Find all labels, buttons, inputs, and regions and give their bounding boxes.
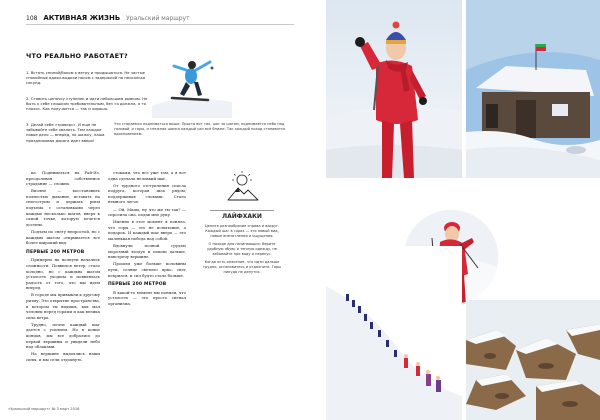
hikers-slope-photo bbox=[326, 246, 462, 420]
paragraph: В какой-то момент мы поняли, что усталость — это просто сигнал организма. bbox=[108, 289, 186, 306]
column-1-heading: ПЕРВЫЕ 200 МЕТРОВ bbox=[26, 249, 85, 255]
snowy-rocks-photo bbox=[466, 300, 600, 420]
tip-3: 3. Делай себе «траверс». И еще не забывайте себе хвалить. Тем каждое новое дело — вперед, по шажку, наша праздниковая дорога идет вверх! bbox=[26, 122, 105, 143]
header-divider bbox=[26, 24, 294, 25]
woman-red-jacket-photo bbox=[326, 0, 462, 178]
page-footer: «Уральский маршрут» № 3 март 2016 bbox=[8, 407, 80, 411]
lifehacks-title: ЛАЙФХАКИ bbox=[222, 212, 262, 220]
paragraph: Вдохнули полной грудью морозный воздух и пошли дальше, навстречу вершине. bbox=[108, 243, 186, 260]
lifehack-item: О походе для начинающих: берите удобную обувь и теплую одежду, не забывайте про воду и перекус. bbox=[207, 241, 277, 256]
tip-2: 2. Ставить цепочку ступенек и идти небольшим рывком. Не быть к себе слишком требовательным, без «я должна, а то плохо». Как получается — так и хорошо. bbox=[26, 96, 148, 112]
paragraph: Подъем по снегу непростой, но с каждым шагом открывается все более широкий вид. bbox=[26, 228, 100, 246]
snowy-cabin-photo bbox=[466, 0, 600, 178]
subsection-title: Уральский маршрут bbox=[126, 15, 190, 22]
right-page bbox=[300, 0, 600, 420]
page-header bbox=[26, 14, 190, 22]
paragraph: Трудно, почти каждый шаг дается с усилием. Но в конце концов, мы все добрались до первой вершины и увидели небо над облаками. bbox=[26, 321, 100, 350]
paragraph: Примерно на полпути начались сложности. Появился ветер, стало холодно, но с каждым шагом усталость уходила и появлялась радость от того, что мы идем вперед. bbox=[26, 257, 100, 291]
paragraph: стоками, что все уже там, а я вот одна сделала неловкий шаг. bbox=[108, 170, 186, 181]
paragraph: — Ой, Маша, ну что же ты так? — спросила она, подав мне руку. bbox=[108, 206, 186, 218]
paragraph: В городе мы привыкли к другому ритму. Это открытие пространства, в котором ты видишь, как мал человек перед горами и как велика сила ветра. bbox=[26, 292, 100, 320]
lifehack-item: Когда есть опасение, что идти дальше трудно, остановитесь и отдохните. Горы никуда не денутся. bbox=[202, 259, 282, 274]
mountain-sun-icon bbox=[200, 170, 284, 204]
paragraph: Именно в этот момент я поняла, что горы — это не испытание, а подарок. И каждый шаг вверх — это маленькая победа над собой. bbox=[108, 219, 186, 242]
tips-title: ЧТО РЕАЛЬНО РАБОТАЕТ? bbox=[26, 52, 128, 60]
snowboarder-photo bbox=[152, 46, 232, 118]
paragraph: На вершине выдохлись наши силы, и мы сели отдохнуть. bbox=[26, 351, 100, 362]
tip-1: 1. Встать спиной/боком к ветру и продышаться. Не частые спокойные вдохи-выдохи носом с задержкой на несколько секунд. bbox=[26, 70, 146, 86]
paragraph: От трудного отступления спасла подруга, которая шла рядом, поддерживая словами. Стало немного легче. bbox=[108, 182, 186, 205]
paragraph: Вполне — восстановить полностью дыхание, вставать на снегоступы и держать ритм подъема с остановками через каждые несколько шагов, вверх к самой точке, которую хочется достичь. bbox=[26, 188, 100, 227]
lifehacks-box bbox=[200, 170, 284, 278]
text-column-2 bbox=[108, 170, 186, 308]
column-2-heading: ПЕРВЫЕ 200 МЕТРОВ bbox=[108, 282, 167, 288]
paragraph: ка. Подниматься на Рай-Из, преодолевая собственное страдание — сложно. bbox=[26, 170, 100, 187]
lifehack-item: Цените разнообразие справа и вокруг. Каждый шаг в горах — это новый вид, новые впечатления и ощущения. bbox=[204, 223, 280, 238]
intro-text: Что стараемся подниматься выше. Просто вот так, шаг за шагом, поднимается небо над головой, и горы, и снежная шапка каждый раз всё ближе. Так каждый поход становится вдохновением. bbox=[114, 122, 286, 136]
page-number: 108 bbox=[26, 15, 38, 22]
paragraph: Прошли уже больше половины пути, солнце светило ярко, снег искрился, и сил будто стало больше. bbox=[108, 261, 186, 278]
section-title: АКТИВНАЯ ЖИЗНЬ bbox=[43, 14, 121, 22]
lifehacks-divider bbox=[210, 210, 274, 211]
text-column-1 bbox=[26, 170, 100, 364]
